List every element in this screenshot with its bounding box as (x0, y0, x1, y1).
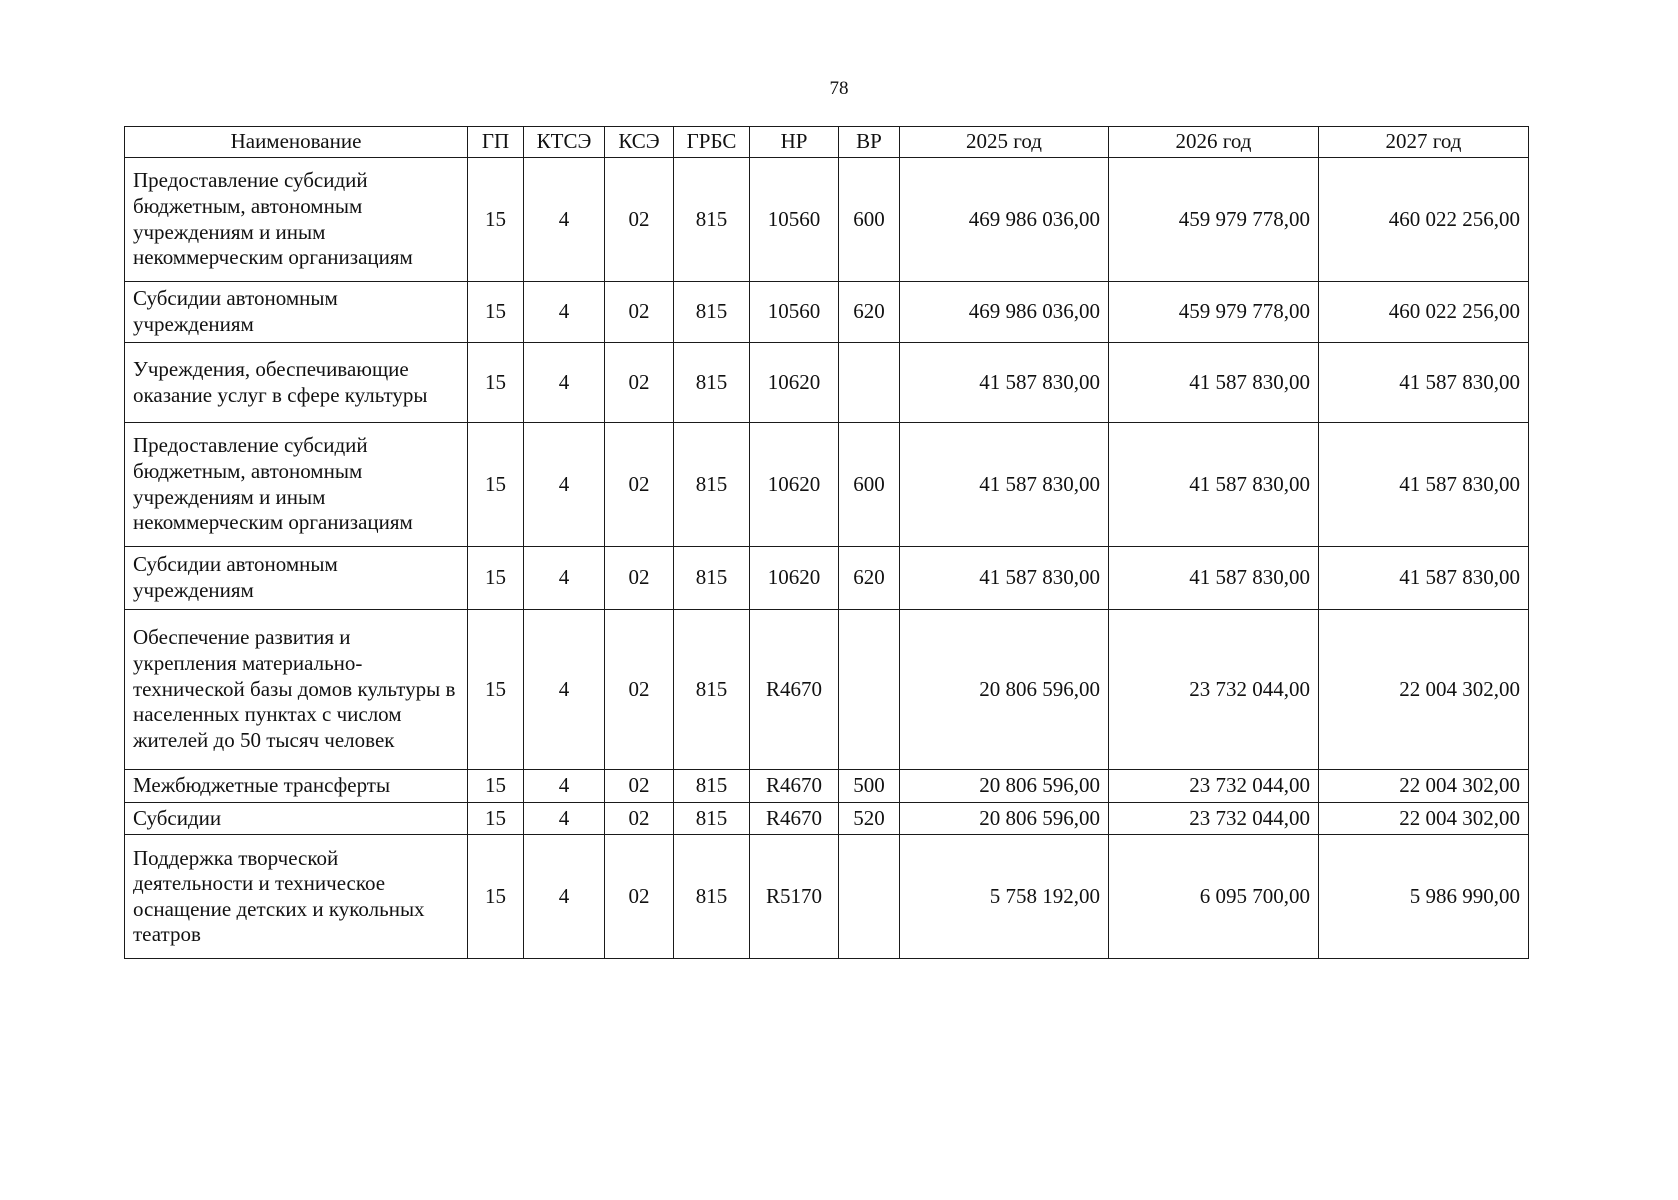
header-2025: 2025 год (900, 127, 1109, 158)
row-vr: 620 (839, 282, 900, 343)
row-nr: 10560 (750, 158, 839, 282)
row-ktse: 4 (524, 158, 605, 282)
row-2027: 22 004 302,00 (1319, 610, 1529, 770)
row-nr: R4670 (750, 770, 839, 803)
row-gp: 15 (468, 610, 524, 770)
row-2025: 469 986 036,00 (900, 282, 1109, 343)
row-vr (839, 835, 900, 959)
row-nr: R5170 (750, 835, 839, 959)
row-name: Обеспечение развития и укрепления материально-технической базы домов культуры в населенных пунктах с числом жителей до 50 тысяч человек (125, 610, 468, 770)
row-2025: 469 986 036,00 (900, 158, 1109, 282)
row-2026: 23 732 044,00 (1109, 802, 1319, 835)
row-2025: 5 758 192,00 (900, 835, 1109, 959)
row-ktse: 4 (524, 835, 605, 959)
row-vr (839, 343, 900, 423)
row-2025: 41 587 830,00 (900, 343, 1109, 423)
row-gp: 15 (468, 282, 524, 343)
row-name: Поддержка творческой деятельности и техническое оснащение детских и кукольных театров (125, 835, 468, 959)
row-ktse: 4 (524, 343, 605, 423)
table-row (125, 158, 1529, 282)
row-2027: 22 004 302,00 (1319, 802, 1529, 835)
row-vr: 620 (839, 547, 900, 610)
row-gp: 15 (468, 343, 524, 423)
row-nr: 10620 (750, 343, 839, 423)
row-name: Предоставление субсидий бюджетным, автономным учреждениям и иным некоммерческим организациям (125, 158, 468, 282)
row-kse: 02 (605, 770, 674, 803)
row-2026: 23 732 044,00 (1109, 610, 1319, 770)
table-row (125, 423, 1529, 547)
row-2025: 20 806 596,00 (900, 770, 1109, 803)
row-ktse: 4 (524, 610, 605, 770)
row-grbs: 815 (674, 282, 750, 343)
table-row (125, 802, 1529, 835)
table-header-row (125, 127, 1529, 158)
row-kse: 02 (605, 835, 674, 959)
row-name: Предоставление субсидий бюджетным, автономным учреждениям и иным некоммерческим организациям (125, 423, 468, 547)
row-ktse: 4 (524, 423, 605, 547)
row-2027: 460 022 256,00 (1319, 282, 1529, 343)
row-nr: R4670 (750, 610, 839, 770)
row-grbs: 815 (674, 158, 750, 282)
table-row (125, 547, 1529, 610)
header-grbs: ГРБС (674, 127, 750, 158)
row-kse: 02 (605, 423, 674, 547)
row-2026: 459 979 778,00 (1109, 158, 1319, 282)
row-kse: 02 (605, 547, 674, 610)
row-grbs: 815 (674, 610, 750, 770)
row-2027: 5 986 990,00 (1319, 835, 1529, 959)
row-name: Субсидии автономным учреждениям (125, 547, 468, 610)
row-nr: R4670 (750, 802, 839, 835)
row-2027: 41 587 830,00 (1319, 343, 1529, 423)
row-2026: 41 587 830,00 (1109, 423, 1319, 547)
row-kse: 02 (605, 343, 674, 423)
row-grbs: 815 (674, 770, 750, 803)
row-ktse: 4 (524, 802, 605, 835)
table-row (125, 835, 1529, 959)
header-ktse: КТСЭ (524, 127, 605, 158)
row-kse: 02 (605, 158, 674, 282)
table-row (125, 770, 1529, 803)
row-vr (839, 610, 900, 770)
row-2027: 460 022 256,00 (1319, 158, 1529, 282)
header-2026: 2026 год (1109, 127, 1319, 158)
row-name: Учреждения, обеспечивающие оказание услуг в сфере культуры (125, 343, 468, 423)
header-vr: ВР (839, 127, 900, 158)
header-gp: ГП (468, 127, 524, 158)
row-2025: 20 806 596,00 (900, 802, 1109, 835)
row-gp: 15 (468, 802, 524, 835)
row-gp: 15 (468, 423, 524, 547)
row-2026: 41 587 830,00 (1109, 343, 1319, 423)
table-row (125, 610, 1529, 770)
row-ktse: 4 (524, 770, 605, 803)
row-ktse: 4 (524, 282, 605, 343)
row-name: Субсидии автономным учреждениям (125, 282, 468, 343)
row-kse: 02 (605, 282, 674, 343)
row-nr: 10620 (750, 423, 839, 547)
row-vr: 520 (839, 802, 900, 835)
row-vr: 600 (839, 158, 900, 282)
table-row (125, 343, 1529, 423)
row-2026: 459 979 778,00 (1109, 282, 1319, 343)
row-2027: 41 587 830,00 (1319, 547, 1529, 610)
row-2025: 41 587 830,00 (900, 423, 1109, 547)
row-name: Субсидии (125, 802, 468, 835)
budget-table (124, 126, 1529, 959)
row-gp: 15 (468, 547, 524, 610)
table-row (125, 282, 1529, 343)
row-vr: 500 (839, 770, 900, 803)
row-2026: 6 095 700,00 (1109, 835, 1319, 959)
row-grbs: 815 (674, 547, 750, 610)
row-2025: 41 587 830,00 (900, 547, 1109, 610)
row-grbs: 815 (674, 835, 750, 959)
row-kse: 02 (605, 610, 674, 770)
row-2026: 23 732 044,00 (1109, 770, 1319, 803)
header-kse: КСЭ (605, 127, 674, 158)
row-name: Межбюджетные трансферты (125, 770, 468, 803)
header-name: Наименование (125, 127, 468, 158)
row-nr: 10620 (750, 547, 839, 610)
page-number: 78 (829, 78, 849, 99)
row-nr: 10560 (750, 282, 839, 343)
row-gp: 15 (468, 158, 524, 282)
row-2026: 41 587 830,00 (1109, 547, 1319, 610)
row-kse: 02 (605, 802, 674, 835)
row-2027: 22 004 302,00 (1319, 770, 1529, 803)
row-2027: 41 587 830,00 (1319, 423, 1529, 547)
header-nr: НР (750, 127, 839, 158)
row-grbs: 815 (674, 802, 750, 835)
row-ktse: 4 (524, 547, 605, 610)
row-vr: 600 (839, 423, 900, 547)
row-2025: 20 806 596,00 (900, 610, 1109, 770)
row-gp: 15 (468, 770, 524, 803)
row-grbs: 815 (674, 423, 750, 547)
row-grbs: 815 (674, 343, 750, 423)
header-2027: 2027 год (1319, 127, 1529, 158)
row-gp: 15 (468, 835, 524, 959)
